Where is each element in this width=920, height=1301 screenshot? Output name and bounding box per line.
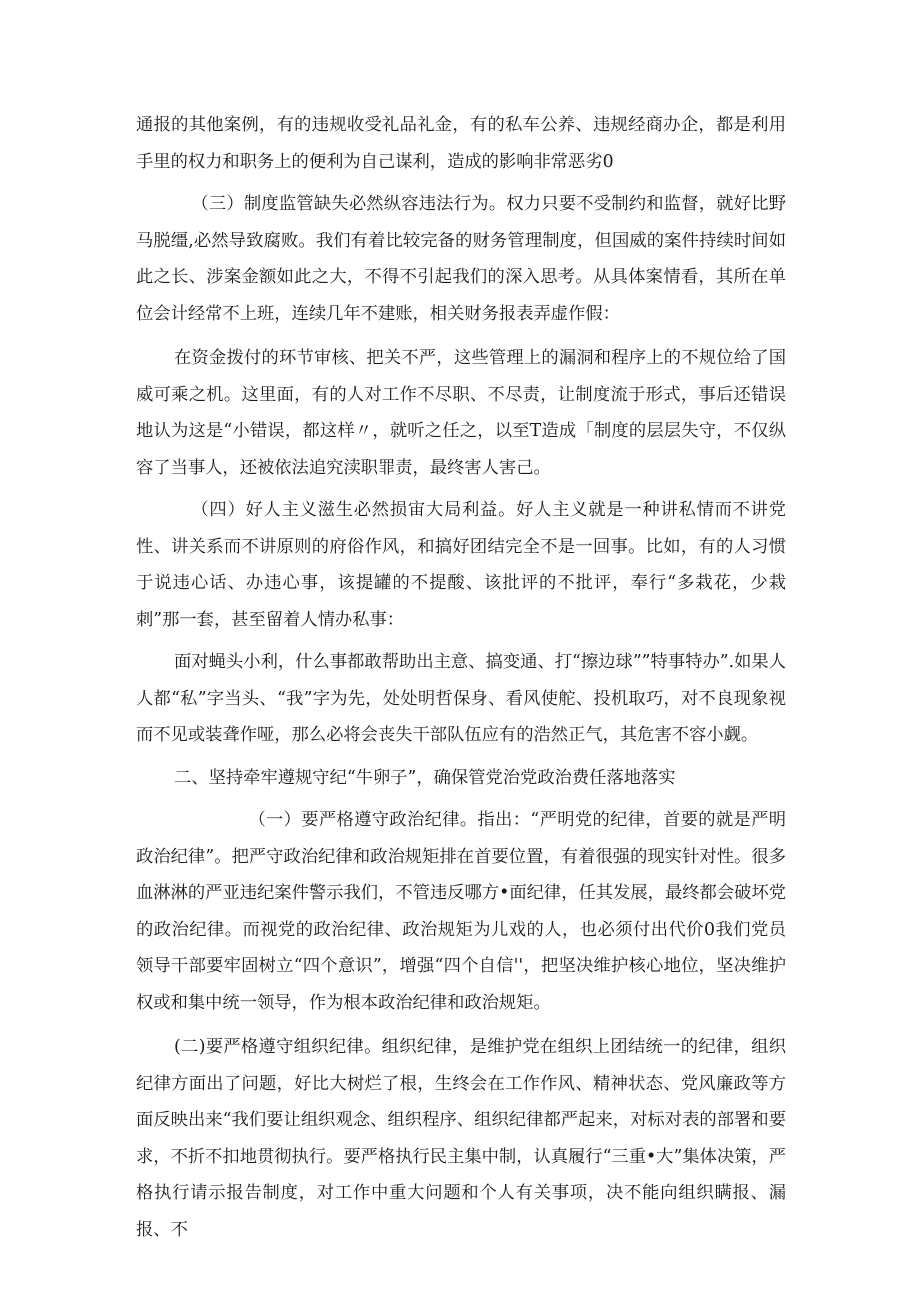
paragraph-fund-review: 在资金拨付的环节审核、把关不严，这些管理上的漏洞和程序上的不规位给了国威可乘之机。这里面，有的人对工作不尽职、不尽责，让制度流于形式，事后还错误地认为这是“小错误，都这样〃，就听之任之，以至T造成「制度的层层失守，不仅纵容了当事人，还被依法追究渎职罪责，最终害人害己。 — [136, 348, 786, 478]
paragraph-political-discipline: （一）要严格遵守政治纪律。指出：“严明党的纪律，首要的就是严明政治纪律”。把严守政治纪律和政治规矩排在首要位置，有着很强的现实针对性。很多血淋淋的严亚违纪案件警示我们，不管违反哪方•面纪律，任其发展，最终都会破坏党的政治纪律。而视党的政治纪律、政治规矩为儿戏的人，也必须付出代价0我们党员领导干部要牢固树立“四个意识”，增强“四个自信''，把坚决维护核心地位，坚决维护权或和集中统一领导，作为根本政治纪律和政治规矩。 — [136, 810, 786, 1013]
paragraph-organizational-discipline: (二)要严格遵守组织纪律。组织纪律，是维护党在组织上团结统一的纪律，组织纪律方面出了问题，好比大树烂了根，生终会在工作作风、精神状态、党风廉政等方面反映出来“我们要让组织观念、组织程序、组织纪律都严起来，对标对表的部署和要求，不折不扣地贯彻执行。要严格执行民主集中制，认真履行“三重•大”集体决策，严格执行请示报告制度，对工作中重大问题和个人有关事项，决不能向组织瞒报、漏报、不 — [136, 1037, 786, 1240]
paragraph-section-3-supervision: （三）制度监管缺失必然纵容违法行为。权力只要不受制约和监督，就好比野马脱缰,必然导致腐败。我们有着比较完备的财务管理制度，但国威的案件持续时间如此之长、涉案金额如此之大，不得不引起我们的深入思考。从具体案情看，其所在单位会计经常不上班，连续几年不建账，相关财务报表弄虚作假： — [136, 194, 786, 324]
paragraph-case-continuation: 通报的其他案例，有的违规收受礼品礼金，有的私车公养、违规经商办企，都是利用手里的权力和职务上的便利为自己谋利，造成的影响非常恶劣0 — [136, 115, 786, 172]
paragraph-petty-interests: 面对蝇头小利，什么事都敢帮助出主意、搞变通、打“擦边球””特事特办”.如果人人都“私”字当头、“我”字为先，处处明哲保身、看风使舵、投机取巧，对不良现象视而不见或装聋作哑，那么必将会丧失干部队伍应有的浩然正气，其危害不容小觑。 — [136, 652, 786, 745]
paragraph-section-4-good-guy: （四）好人主义滋生必然损宙大局利益。好人主义就是一种讲私情而不讲党性、讲关系而不讲原则的府俗作风，和搞好团结完全不是一回事。比如，有的人习惯于说违心话、办违心事，该提罐的不提酸、该批评的不批评，奉行“多栽花，少栽刺”那一套，甚至留着人情办私事： — [136, 500, 786, 630]
document-body — [136, 107, 786, 1248]
heading-part-2: 二、坚持牵牢遵规守纪“牛卵子”，确保管党治党政治费任落地落实 — [174, 767, 676, 788]
